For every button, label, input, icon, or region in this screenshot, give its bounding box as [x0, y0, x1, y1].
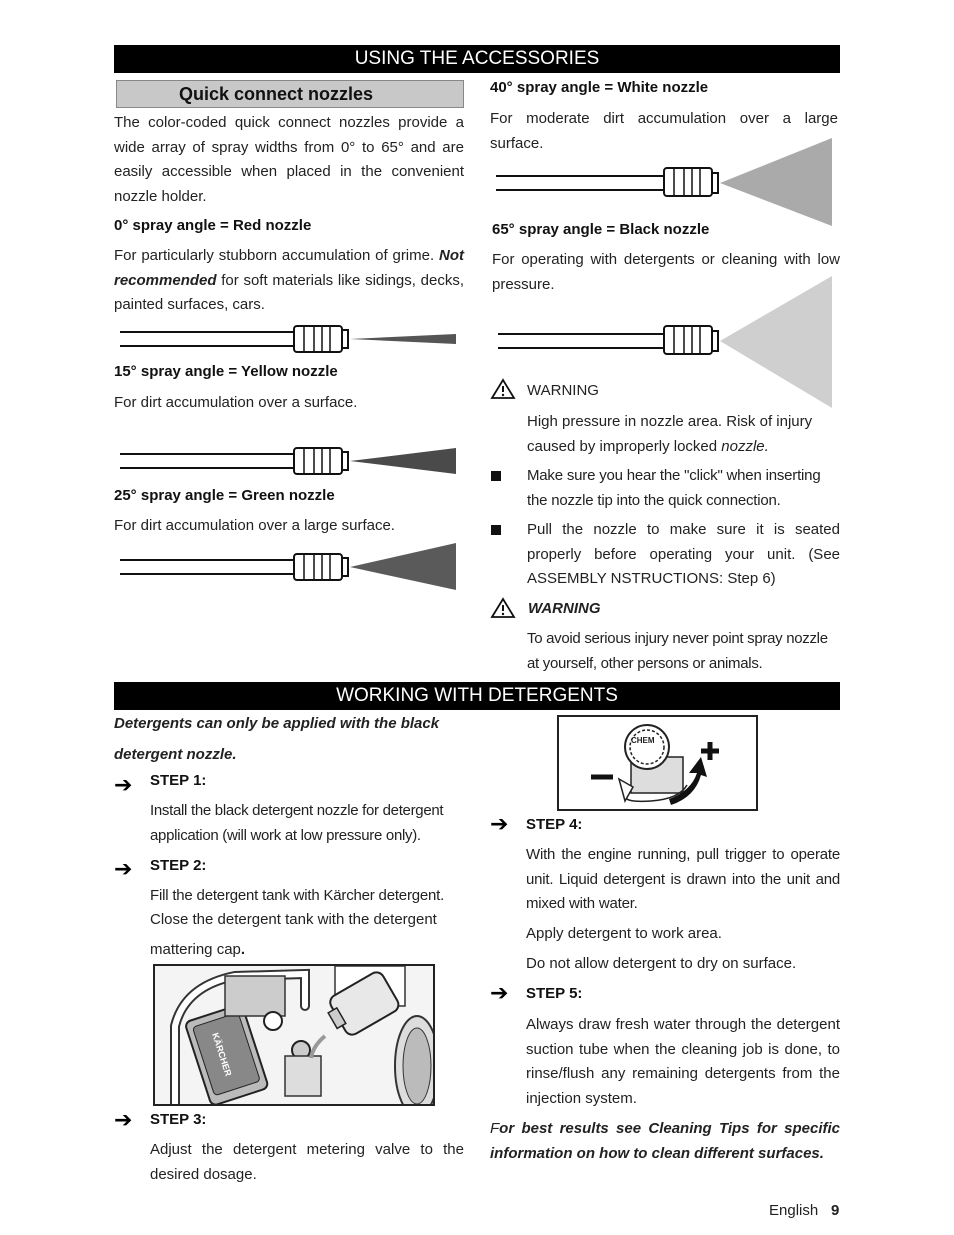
- warning1-label: WARNING: [527, 382, 599, 399]
- detergents-intro-line1: Detergents can only be applied with the black: [114, 715, 440, 732]
- step5-title: STEP 5:: [526, 985, 583, 1002]
- step3-text: Adjust the detergent metering valve to the desired dosage.: [150, 1141, 464, 1183]
- arrow-right-icon: ➔: [490, 981, 509, 1006]
- step2-line2: Close the detergent tank with the detergent: [150, 911, 437, 928]
- step1-title: STEP 1:: [150, 772, 207, 789]
- chem-dial-illustration: [557, 715, 758, 811]
- nozzles-intro: The color-coded quick connect nozzles provide a wide array of spray widths from 0° to 65° and are easily accessible when placed in the convenient nozzle holder.: [114, 114, 464, 205]
- page-number: 9: [831, 1202, 840, 1219]
- arrow-right-icon: ➔: [490, 812, 509, 837]
- brand-label: KÄRCHER: [210, 1031, 234, 1078]
- best-results-note: For best results see Cleaning Tips for specific information on how to clean different surfaces.: [490, 1120, 840, 1162]
- green-nozzle-title: 25° spray angle = Green nozzle: [114, 487, 335, 504]
- detergents-intro-line2: detergent nozzle.: [114, 746, 237, 763]
- square-bullet-icon: [491, 471, 501, 481]
- white-nozzle-illustration: [494, 138, 834, 228]
- green-nozzle-text: For dirt accumulation over a large surface.: [114, 517, 395, 534]
- subsection-title: Quick connect nozzles: [179, 84, 374, 104]
- step4-text3: Do not allow detergent to dry on surface.: [526, 955, 797, 972]
- warning2-label: WARNING: [528, 600, 601, 617]
- red-nozzle-text: For particularly stubborn accumulation of grime. Not recommended for soft materials like sidings, decks, painted surfaces, cars.: [114, 247, 464, 313]
- subsection-quick-connect: [116, 80, 464, 108]
- warning-triangle-icon: [490, 378, 516, 400]
- chem-label: CHEM: [631, 736, 655, 745]
- warning1-text: High pressure in nozzle area. Risk of injury caused by improperly locked nozzle.: [527, 413, 813, 455]
- step3-title: STEP 3:: [150, 1111, 207, 1128]
- arrow-right-icon: ➔: [114, 1108, 133, 1133]
- arrow-right-icon: ➔: [114, 857, 133, 882]
- red-nozzle-title: 0° spray angle = Red nozzle: [114, 217, 312, 234]
- warning-triangle-icon: [490, 597, 516, 619]
- white-nozzle-title: 40° spray angle = White nozzle: [490, 79, 709, 96]
- step4-text2: Apply detergent to work area.: [526, 925, 722, 942]
- step2-title: STEP 2:: [150, 857, 207, 874]
- red-nozzle-illustration: [118, 320, 458, 360]
- black-nozzle-title: 65° spray angle = Black nozzle: [492, 221, 710, 238]
- warning1-bullet1: Make sure you hear the "click" when inserting the nozzle tip into the quick connection.: [527, 467, 821, 509]
- chem-dial-drawing: [559, 717, 756, 809]
- square-bullet-icon: [491, 525, 501, 535]
- step1-text: Install the black detergent nozzle for detergent application (will work at low pressure only).: [150, 802, 444, 844]
- section-title-detergents: WORKING WITH DETERGENTS: [114, 682, 840, 710]
- black-nozzle-text: For operating with detergents or cleaning with low pressure.: [492, 251, 840, 293]
- pressure-washer-drawing: [155, 966, 433, 1104]
- step2-line1: Fill the detergent tank with Kärcher detergent.: [150, 887, 445, 904]
- step5-text: Always draw fresh water through the detergent suction tube when the cleaning job is done, to rinse/flush any remaining detergents from the injection system.: [526, 1016, 840, 1107]
- warning2-text: To avoid serious injury never point spray nozzle at yourself, other persons or animals.: [527, 630, 828, 672]
- arrow-right-icon: ➔: [114, 773, 133, 798]
- white-nozzle-text: For moderate dirt accumulation over a large surface.: [490, 110, 838, 152]
- step2-line3: mattering cap.: [150, 941, 246, 958]
- detergent-tank-illustration: [153, 964, 435, 1106]
- yellow-nozzle-text: For dirt accumulation over a surface.: [114, 394, 358, 411]
- footer-language: English: [769, 1202, 819, 1219]
- step4-title: STEP 4:: [526, 816, 583, 833]
- step4-text: With the engine running, pull trigger to operate unit. Liquid detergent is drawn into the unit and mixed with water.: [526, 846, 840, 912]
- green-nozzle-illustration: [118, 546, 458, 592]
- yellow-nozzle-title: 15° spray angle = Yellow nozzle: [114, 363, 338, 380]
- yellow-nozzle-illustration: [118, 442, 458, 482]
- section-title-accessories: USING THE ACCESSORIES: [114, 45, 840, 73]
- warning1-bullet2: Pull the nozzle to make sure it is seated properly before operating your unit. (See ASSEMBLY NSTRUCTIONS: Step 6): [527, 521, 840, 587]
